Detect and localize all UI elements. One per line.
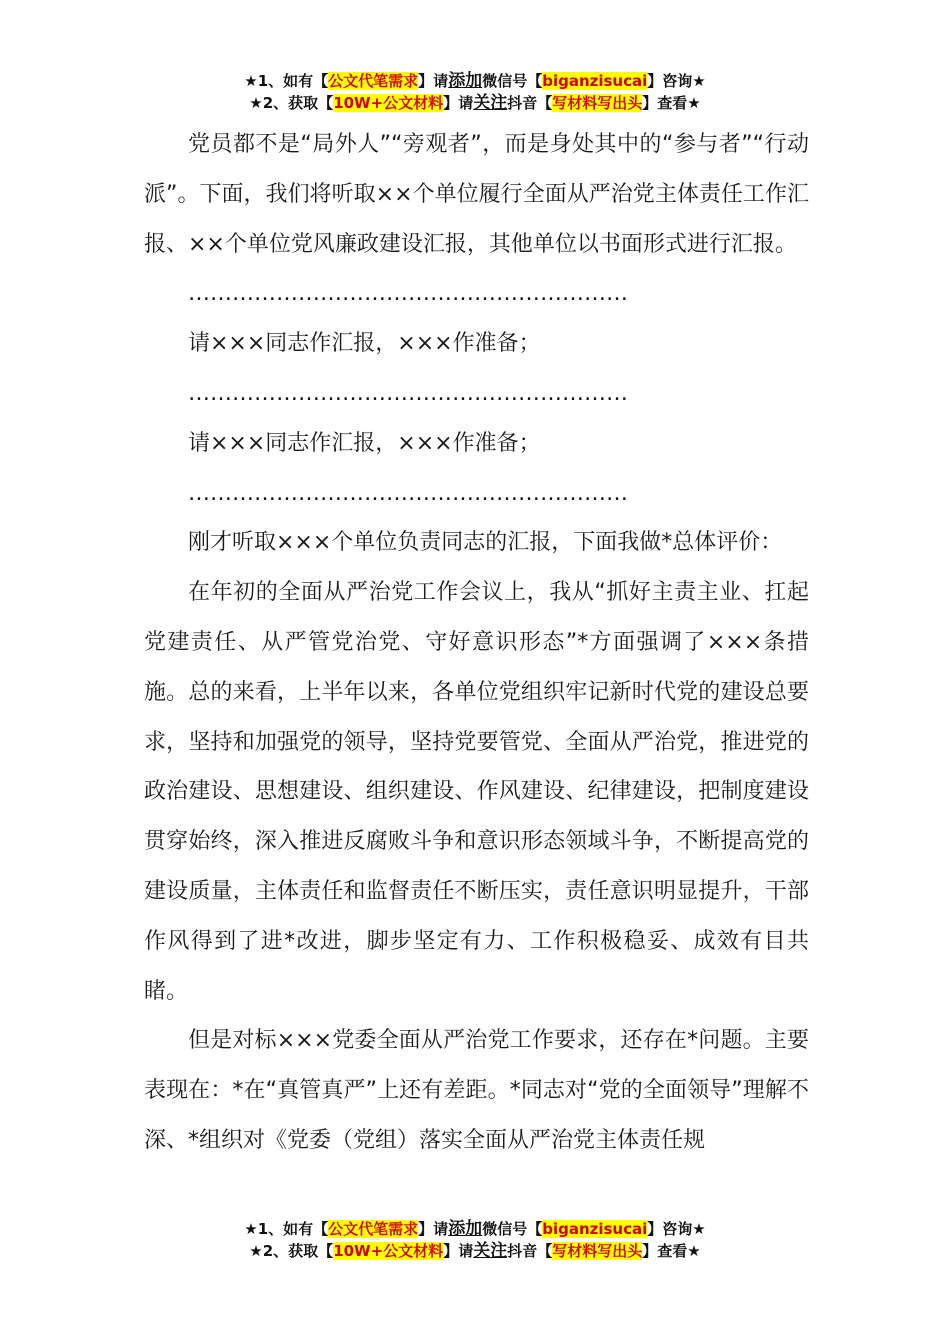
highlight-text: biganzisucai (542, 1220, 648, 1238)
banner-text: 】请 (418, 1220, 449, 1238)
banner-text: ★1、如有【 (244, 72, 329, 90)
banner-line-1 (0, 1218, 950, 1240)
banner-line-2 (0, 92, 950, 114)
banner-line-2 (0, 1240, 950, 1262)
separator-dots: …………………………………………………… (188, 380, 628, 406)
separator-dots: …………………………………………………… (188, 281, 628, 307)
banner-text: ★2、获取【 (249, 94, 334, 112)
highlight-text: 写材料写出头 (552, 1242, 643, 1260)
separator-dots: …………………………………………………… (188, 480, 628, 506)
paragraph: 在年初的全面从严治党工作会议上，我从“抓好主责主业、扛起党建责任、从严管党治党、守好意识形态”*方面强调了×××条措施。总的来看，上半年以来，各单位党组织牢记新时代党的建设总要求，坚持和加强党的领导，坚持党要管党、全面从严治党，推进党的政治建设、思想建设、组织建设、作风建设、纪律建设，把制度建设贯穿始终，深入推进反腐败斗争和意识形态领域斗争，不断提高党的建设质量，主体责任和监督责任不断压实，责任意识明显提升，干部作风得到了进*改进，脚步坚定有力、工作积极稳妥、成效有目共睹。 (144, 580, 809, 1004)
banner-text: ★1、如有【 (244, 1220, 329, 1238)
emphasis-text: 关注 (473, 1241, 508, 1261)
banner-text: 抖音【 (507, 1242, 553, 1260)
paragraph: 请×××同志作汇报，×××作准备； (188, 331, 541, 357)
banner-text: 抖音【 (507, 94, 553, 112)
banner-text: 】请 (443, 94, 474, 112)
emphasis-text: 关注 (473, 93, 508, 113)
highlight-text: 公文代笔需求 (328, 72, 419, 90)
paragraph: 请×××同志作汇报，×××作准备； (188, 430, 541, 456)
highlight-text: biganzisucai (542, 72, 648, 90)
emphasis-text: 添加 (448, 1219, 483, 1239)
paragraph: 刚才听取×××个单位负责同志的汇报，下面我做*总体评价： (188, 530, 783, 556)
document-body (144, 120, 809, 1166)
banner-text: 】咨询★ (647, 72, 706, 90)
banner-text: 】咨询★ (647, 1220, 706, 1238)
header-banner (0, 70, 950, 114)
banner-text: 】查看★ (642, 94, 701, 112)
highlight-text: 写材料写出头 (552, 94, 643, 112)
highlight-text: 公文代笔需求 (328, 1220, 419, 1238)
banner-text: 】查看★ (642, 1242, 701, 1260)
banner-text: 】请 (443, 1242, 474, 1260)
banner-text: ★2、获取【 (249, 1242, 334, 1260)
footer-banner (0, 1218, 950, 1262)
paragraph: 但是对标×××党委全面从严治党工作要求，还存在*问题。主要表现在：*在“真管真严”上还有差距。*同志对“党的全面领导”理解不深、*组织对《党委（党组）落实全面从严治党主体责任规 (144, 1028, 809, 1153)
banner-line-1 (0, 70, 950, 92)
emphasis-text: 添加 (448, 71, 483, 91)
highlight-text: 10W+公文材料 (333, 94, 444, 112)
paragraph: 党员都不是“局外人”“旁观者”，而是身处其中的“参与者”“行动派”。下面，我们将听取××个单位履行全面从严治党主体责任工作汇报、××个单位党风廉政建设汇报，其他单位以书面形式进行汇报。 (144, 132, 809, 257)
banner-text: 微信号【 (482, 1220, 543, 1238)
banner-text: 】请 (418, 72, 449, 90)
highlight-text: 10W+公文材料 (333, 1242, 444, 1260)
banner-text: 微信号【 (482, 72, 543, 90)
